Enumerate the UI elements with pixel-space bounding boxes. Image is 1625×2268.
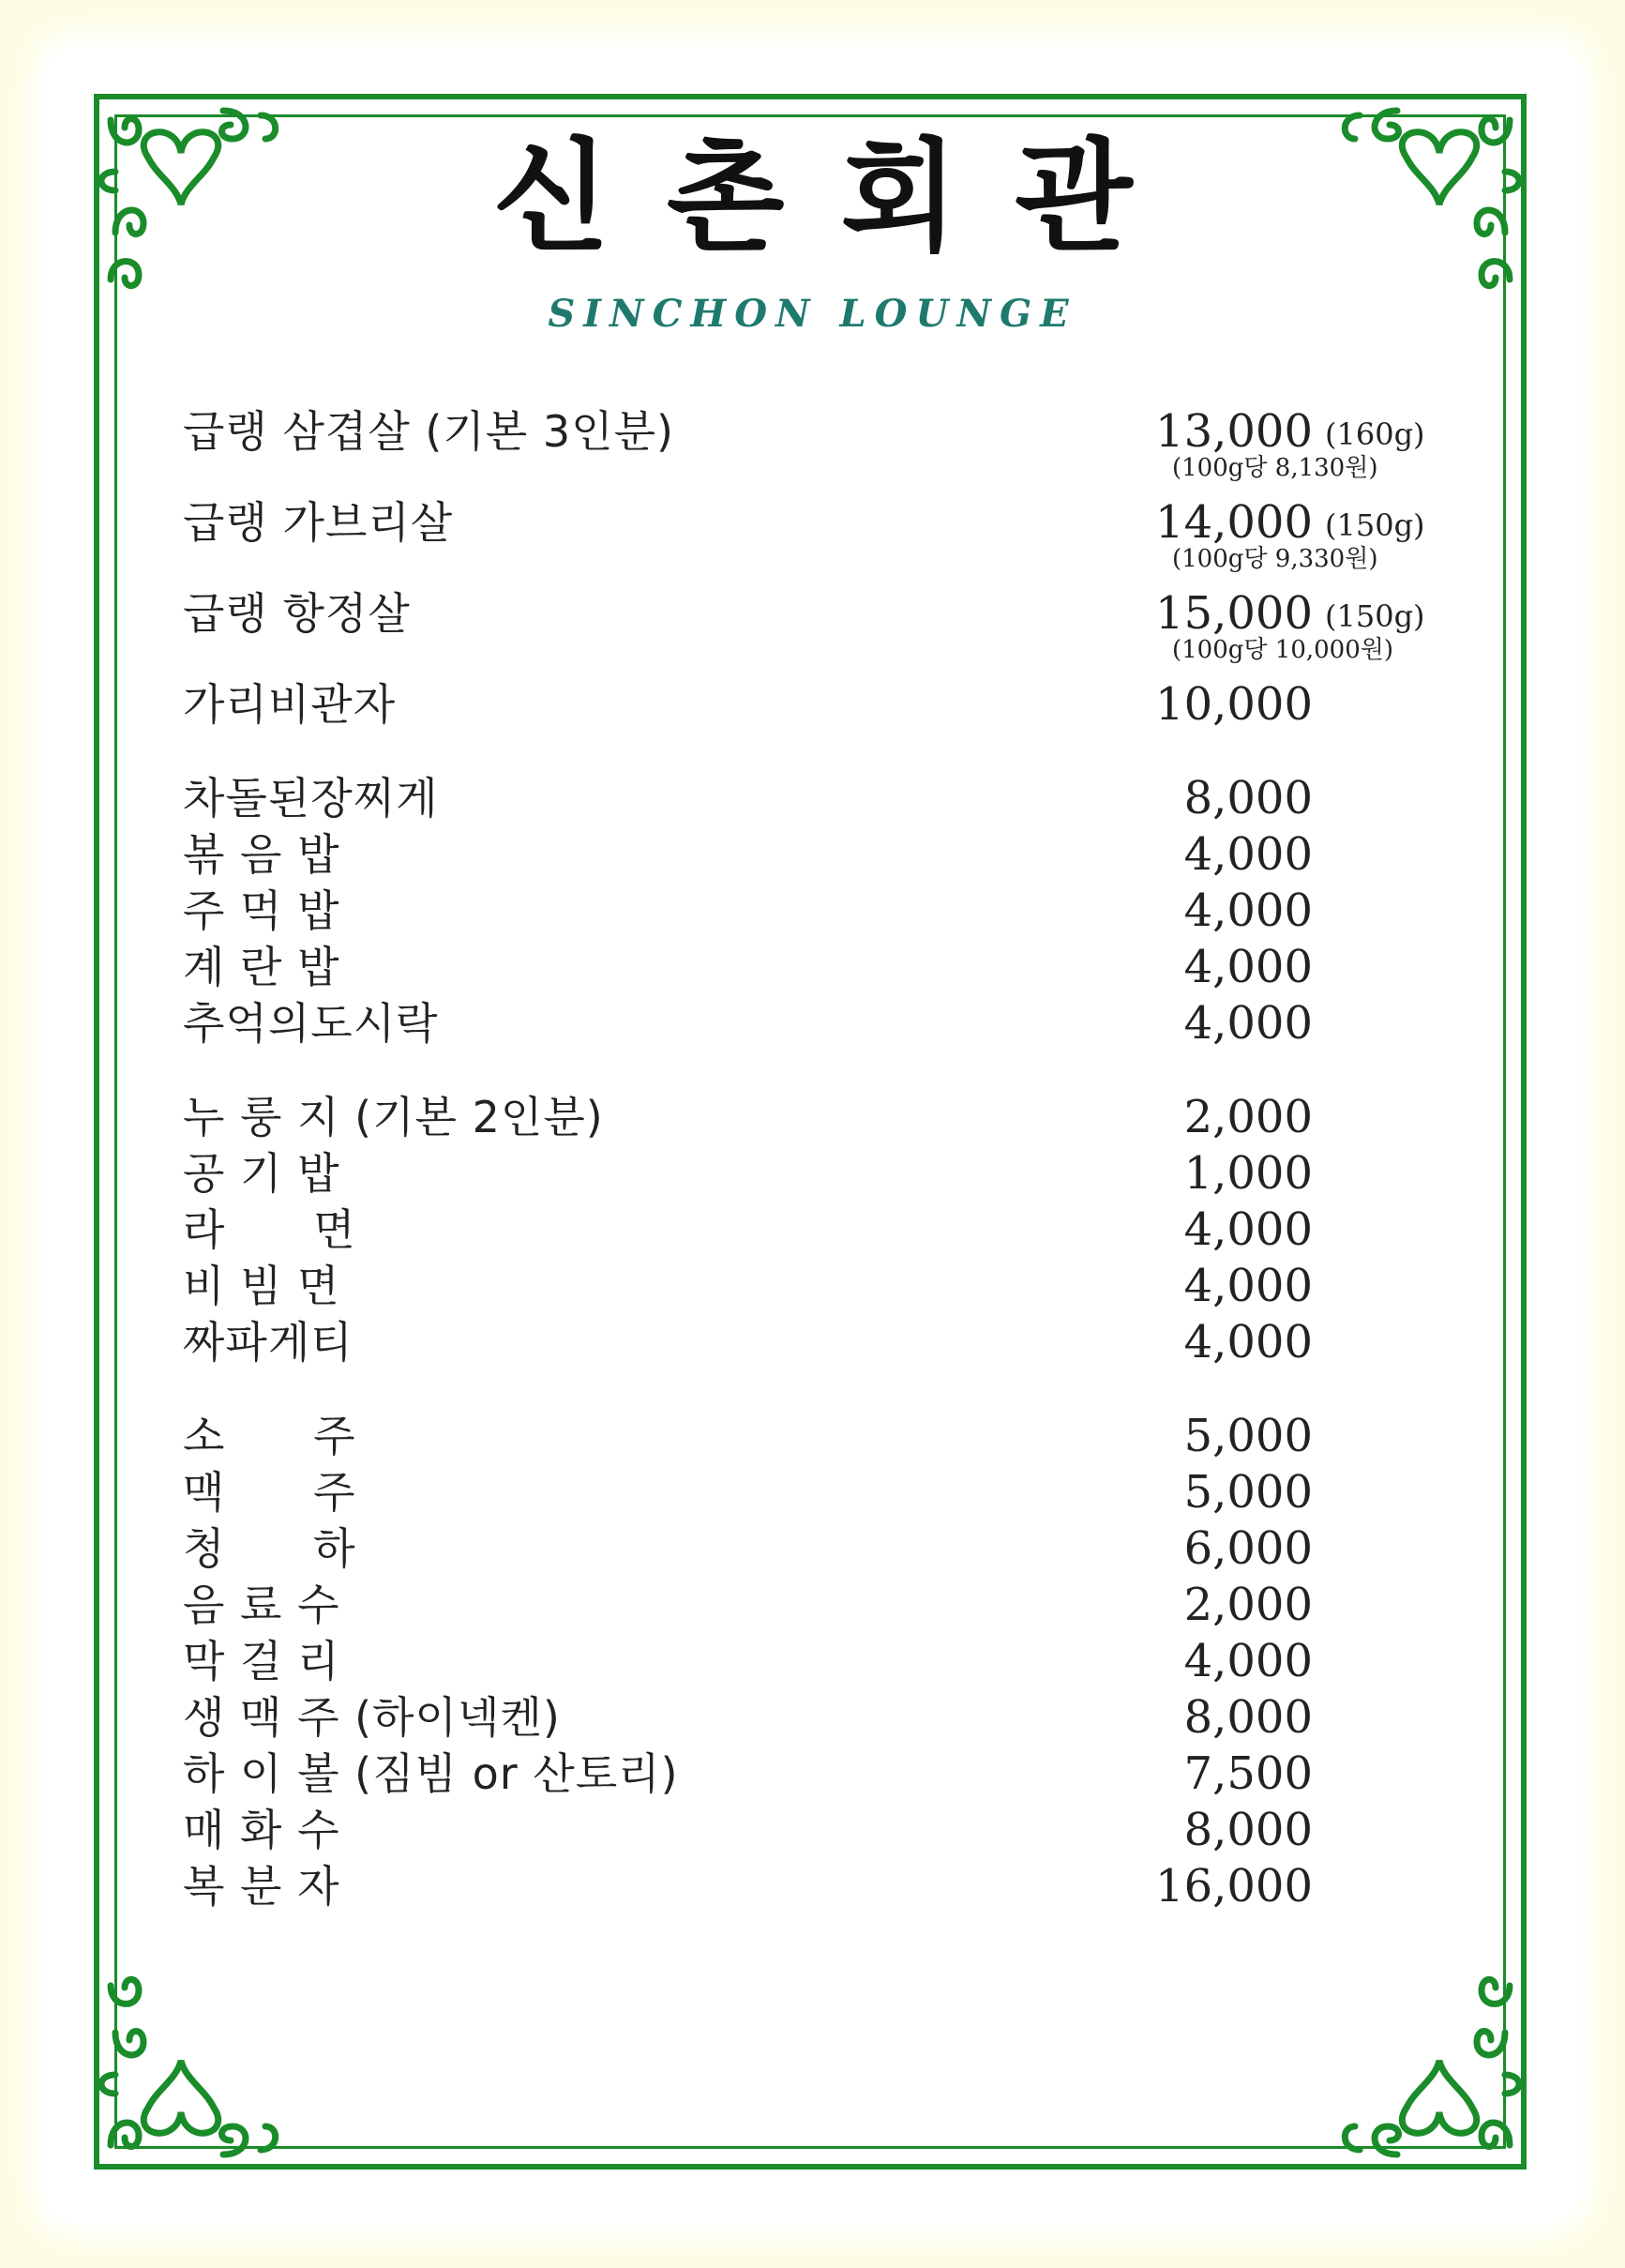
menu-item-name: 추억의도시락	[183, 998, 439, 1049]
menu-item	[183, 1314, 1449, 1370]
menu-item	[183, 995, 1449, 1051]
menu-item	[183, 1746, 1449, 1802]
menu-item-name: 라 면	[183, 1204, 356, 1255]
menu-item-price: 4,000	[1183, 997, 1313, 1050]
menu-item-price: 8,000	[1183, 1691, 1313, 1744]
menu-item	[183, 1577, 1449, 1633]
menu-item-unit-price: (100g당 10,000원)	[1172, 636, 1394, 664]
menu-item	[183, 1145, 1449, 1202]
menu-item-price: 4,000	[1183, 828, 1313, 881]
menu-item	[183, 883, 1449, 939]
menu-item-name: 매 화 수	[183, 1805, 340, 1855]
menu-item-price: 2,000	[1183, 1091, 1313, 1143]
menu-item	[183, 494, 1449, 585]
menu-item-name: 볶 음 밥	[183, 829, 340, 880]
restaurant-subtitle: SINCHON LOUNGE	[548, 292, 1077, 336]
menu-item-unit-price: (100g당 9,330원)	[1172, 545, 1378, 573]
restaurant-title: 신촌회관	[492, 126, 1189, 268]
menu-item	[183, 403, 1449, 494]
menu-item	[183, 1858, 1449, 1914]
menu-item-weight: (150g)	[1325, 598, 1425, 634]
corner-ornament-icon	[92, 1948, 279, 2173]
menu-item-name: 가리비관자	[183, 679, 397, 730]
menu-item	[183, 676, 1449, 733]
menu-item-name: 공 기 밥	[183, 1148, 340, 1199]
menu-item-price: 5,000	[1183, 1410, 1313, 1462]
menu-item-price: 8,000	[1183, 1804, 1313, 1856]
menu-item-name: 복 분 자	[183, 1861, 340, 1912]
menu-item-name: 청 하	[183, 1523, 356, 1574]
menu-item-weight: (150g)	[1325, 507, 1425, 543]
menu-item-weight: (160g)	[1325, 416, 1425, 452]
menu-item	[183, 826, 1449, 883]
menu-item-price: 4,000	[1183, 1203, 1313, 1256]
menu-item	[183, 1202, 1449, 1258]
menu-item-name: 계 란 밥	[183, 942, 340, 992]
menu-item-name: 생 맥 주 (하이넥켄)	[183, 1692, 561, 1743]
menu-item-price: 4,000	[1183, 885, 1313, 937]
menu-item-name: 급랭 삼겹살 (기본 3인분)	[183, 406, 674, 457]
group-spacer	[183, 1051, 1449, 1089]
menu-item-price: 6,000	[1183, 1522, 1313, 1575]
menu-item	[183, 1802, 1449, 1858]
menu-item	[183, 1520, 1449, 1577]
menu-item-price: 13,000	[1155, 405, 1313, 458]
menu-item-name: 급랭 가브리살	[183, 497, 454, 548]
menu-item-price: 2,000	[1183, 1579, 1313, 1631]
menu-item-price: 4,000	[1183, 1635, 1313, 1687]
menu-item-price: 16,000	[1155, 1860, 1313, 1913]
menu-item	[183, 585, 1449, 676]
menu-item-name: 누 룽 지 (기본 2인분)	[183, 1092, 604, 1142]
menu-item	[183, 770, 1449, 826]
menu-item-price: 5,000	[1183, 1466, 1313, 1519]
menu-item-name: 주 먹 밥	[183, 885, 340, 936]
menu-item-name: 비 빔 면	[183, 1261, 340, 1311]
menu-list	[183, 403, 1449, 1914]
menu-item-price: 15,000	[1155, 587, 1313, 640]
menu-item	[183, 1089, 1449, 1145]
menu-item-name: 막 걸 리	[183, 1636, 340, 1686]
menu-item-price: 7,500	[1183, 1747, 1313, 1800]
corner-ornament-icon	[1341, 1948, 1528, 2173]
menu-item	[183, 1258, 1449, 1314]
menu-item-price: 10,000	[1155, 678, 1313, 731]
menu-item-price: 8,000	[1183, 772, 1313, 824]
menu-item-price: 4,000	[1183, 941, 1313, 993]
menu-item-price: 1,000	[1183, 1147, 1313, 1200]
menu-item	[183, 1689, 1449, 1746]
group-spacer	[183, 1370, 1449, 1408]
menu-item-name: 짜파게티	[183, 1317, 354, 1368]
menu-item-name: 차돌된장찌게	[183, 773, 439, 824]
menu-item-name: 급랭 항정살	[183, 588, 411, 639]
menu-item	[183, 1408, 1449, 1464]
menu-item-name: 맥 주	[183, 1467, 356, 1518]
menu-item-name: 음 료 수	[183, 1580, 340, 1630]
menu-item	[183, 1633, 1449, 1689]
menu-item-price: 4,000	[1183, 1316, 1313, 1368]
menu-item-price: 14,000	[1155, 496, 1313, 549]
menu-item-unit-price: (100g당 8,130원)	[1172, 454, 1378, 482]
menu-item-price: 4,000	[1183, 1260, 1313, 1312]
group-spacer	[183, 733, 1449, 770]
menu-item	[183, 939, 1449, 995]
menu-item-name: 하 이 볼 (짐빔 or 산토리)	[183, 1748, 679, 1799]
menu-item-name: 소 주	[183, 1411, 356, 1461]
menu-item	[183, 1464, 1449, 1520]
